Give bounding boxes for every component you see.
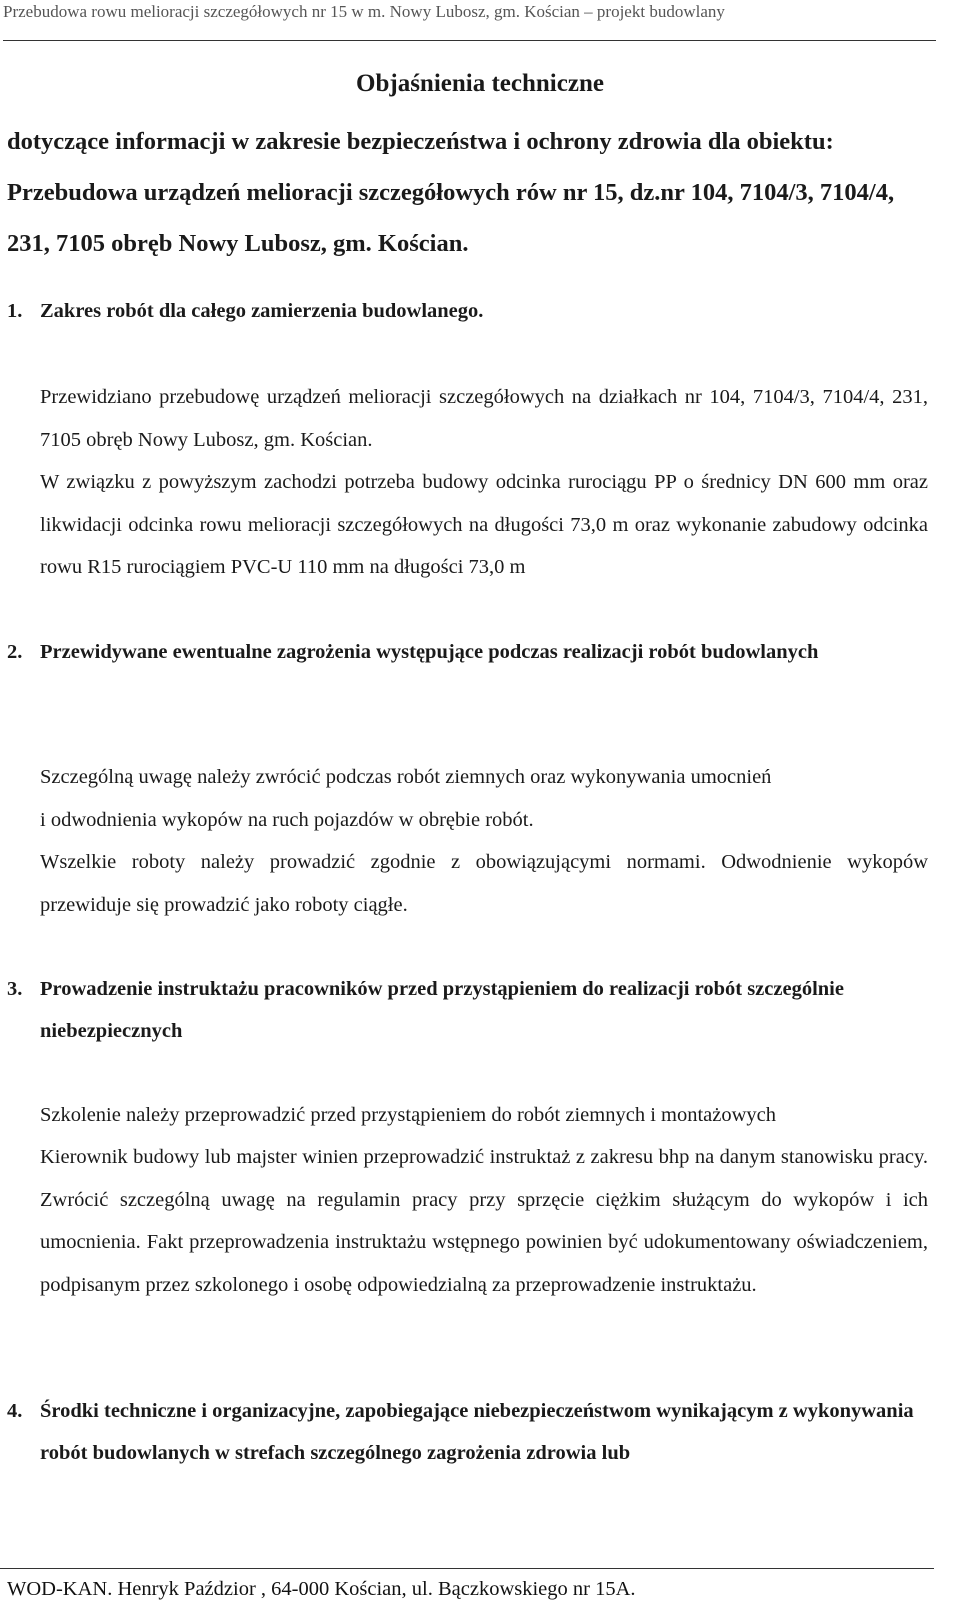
section-2-paragraph-1: Szczególną uwagę należy zwrócić podczas robót ziemnych oraz wykonywania umocnień xyxy=(40,766,772,788)
section-number: 4. xyxy=(7,1400,23,1422)
section-number: 3. xyxy=(7,978,23,1000)
section-number: 1. xyxy=(7,300,23,322)
footer-address: WOD-KAN. Henryk Paździor , 64-000 Kościan, ul. Bączkowskiego nr 15A. xyxy=(7,1578,636,1600)
section-2-heading xyxy=(7,631,927,673)
section-2-paragraph-2: i odwodnienia wykopów na ruch pojazdów w obrębie robót. xyxy=(40,809,534,831)
document-title: Objaśnienia techniczne xyxy=(356,70,604,97)
section-1-paragraph-1: Przewidziano przebudowę urządzeń melioracji szczegółowych na działkach nr 104, 7104/3, 7104/4, 231, 7105 obręb Nowy Lubosz, gm. Kościan. xyxy=(40,386,928,451)
section-4-heading xyxy=(7,1390,927,1474)
section-3-paragraph-1: Szkolenie należy przeprowadzić przed przystąpieniem do robót ziemnych i montażowych xyxy=(40,1104,777,1126)
footer-divider xyxy=(0,1568,934,1569)
page-footer xyxy=(0,1568,960,1617)
section-2-paragraph-3: Wszelkie roboty należy prowadzić zgodnie z obowiązującymi normami. Odwodnienie wykopów przewiduje się prowadzić jako roboty ciągłe. xyxy=(40,851,928,916)
section-3-paragraph-2: Kierownik budowy lub majster winien przeprowadzić instruktaż z zakresu bhp na danym stanowisku pracy. Zwrócić szczególną uwagę na regulamin pracy przy sprzęcie ciężkim służącym do wykopów i ich umocnienia. Fakt przeprowadzenia instruktażu wstępnego powinien być udokumentowany oświadczeniem, podpisanym przez szkolonego i osobę odpowiedzialną za przeprowadzenie instruktażu. xyxy=(40,1146,928,1296)
document-subtitle: dotyczące informacji w zakresie bezpieczeństwa i ochrony zdrowia dla obiektu: Przebudowa urządzeń melioracji szczegółowych rów nr 15, dz.nr 104, 7104/3, 7104/4, 231, 7105 obręb Nowy Lubosz, gm. Kościan. xyxy=(7,128,895,257)
section-title: Przewidywane ewentualne zagrożenia występujące podczas realizacji robót budowlanych xyxy=(40,641,819,663)
section-1-heading xyxy=(7,290,927,332)
section-1-paragraph-2: W związku z powyższym zachodzi potrzeba budowy odcinka rurociągu PP o średnicy DN 600 mm oraz likwidacji odcinka rowu melioracji szczegółowych na długości 73,0 m oraz wykonanie zabudowy odcinka rowu R15 rurociągiem PVC-U 110 mm na długości 73,0 m xyxy=(40,471,928,578)
section-3-heading xyxy=(7,968,927,1052)
running-header: Przebudowa rowu melioracji szczegółowych nr 15 w m. Nowy Lubosz, gm. Kościan – projekt budowlany xyxy=(3,2,725,21)
section-number: 2. xyxy=(7,641,23,663)
section-title: Prowadzenie instruktażu pracowników przed przystąpieniem do realizacji robót szczególnie niebezpiecznych xyxy=(40,978,844,1042)
section-title: Środki techniczne i organizacyjne, zapobiegające niebezpieczeństwom wynikającym z wykonywania robót budowlanych w strefach szczególnego zagrożenia zdrowia lub xyxy=(40,1400,914,1464)
section-title: Zakres robót dla całego zamierzenia budowlanego. xyxy=(40,300,484,322)
